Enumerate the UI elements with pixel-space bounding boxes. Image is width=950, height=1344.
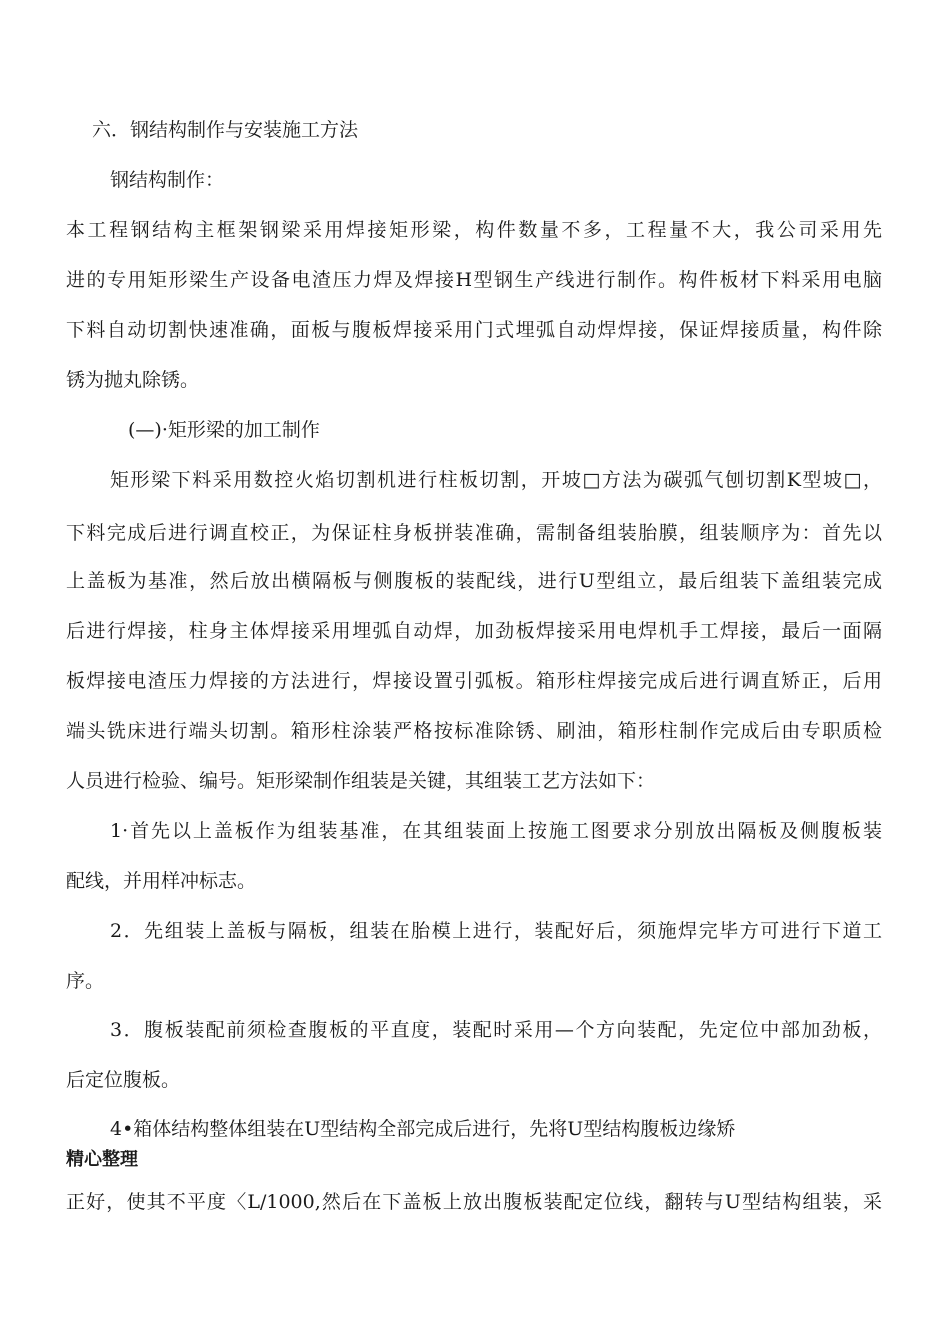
step-4: 4•箱体结构整体组装在U型结构全部完成后进行，先将U型结构腹板边缘矫 bbox=[110, 1118, 736, 1140]
paragraph-line: 1·首先以上盖板作为组装基准，在其组装面上按施工图要求分别放出隔板及侧腹板装 bbox=[110, 820, 882, 842]
section-heading: 六．钢结构制作与安装施工方法 bbox=[92, 119, 359, 141]
paragraph-line: 进的专用矩形梁生产设备电渣压力焊及焊接H型钢生产线进行制作。构件板材下料采用电脑 bbox=[66, 269, 882, 291]
paragraph-line: 端头铣床进行端头切割。箱形柱涂装严格按标准除锈、刷油，箱形柱制作完成后由专职质检 bbox=[66, 720, 882, 742]
paragraph-line: 本工程钢结构主框架钢梁采用焊接矩形梁，构件数量不多，工程量不大，我公司采用先 bbox=[66, 219, 882, 241]
footer-mark: 精心整理 bbox=[66, 1149, 138, 1170]
paragraph-line: 上盖板为基准，然后放出横隔板与侧腹板的装配线，进行U型组立，最后组装下盖组装完成 bbox=[66, 570, 882, 592]
paragraph-line: 后定位腹板。 bbox=[66, 1069, 181, 1091]
paragraph-line: 下料完成后进行调直校正，为保证柱身板拼装准确，需制备组装胎膜，组装顺序为：首先以 bbox=[66, 522, 882, 544]
paragraph-line: 人员进行检验、编号。矩形梁制作组装是关键，其组装工艺方法如下： bbox=[66, 770, 656, 792]
paragraph-line: 配线，并用样冲标志。 bbox=[66, 870, 257, 892]
continuation-line: 正好，使其不平度〈L/1000,然后在下盖板上放出腹板装配定位线，翻转与U型结构组装，采 bbox=[66, 1191, 882, 1213]
paragraph-line: 矩形梁下料采用数控火焰切割机进行柱板切割，开坡□方法为碳弧气刨切割K型坡□， bbox=[110, 469, 882, 491]
paragraph-line: 后进行焊接，柱身主体焊接采用埋弧自动焊，加劲板焊接采用电焊机手工焊接，最后一面隔 bbox=[66, 620, 882, 642]
sub-heading: 钢结构制作： bbox=[110, 169, 225, 191]
paragraph-line: 板焊接电渣压力焊接的方法进行，焊接设置引弧板。箱形柱焊接完成后进行调直矫正，后用 bbox=[66, 670, 882, 692]
paragraph-line: 序。 bbox=[66, 970, 105, 992]
paragraph-line: 3．腹板装配前须检查腹板的平直度，装配时采用—个方向装配，先定位中部加劲板， bbox=[110, 1019, 882, 1041]
paragraph-line: 锈为抛丸除锈。 bbox=[66, 369, 200, 391]
paragraph-line: 2．先组装上盖板与隔板，组装在胎模上进行，装配好后，须施焊完毕方可进行下道工 bbox=[110, 920, 882, 942]
paragraph-line: 下料自动切割快速准确，面板与腹板焊接采用门式埋弧自动焊焊接，保证焊接质量，构件除 bbox=[66, 319, 882, 341]
subsection-heading: (—)·矩形梁的加工制作 bbox=[128, 419, 320, 441]
